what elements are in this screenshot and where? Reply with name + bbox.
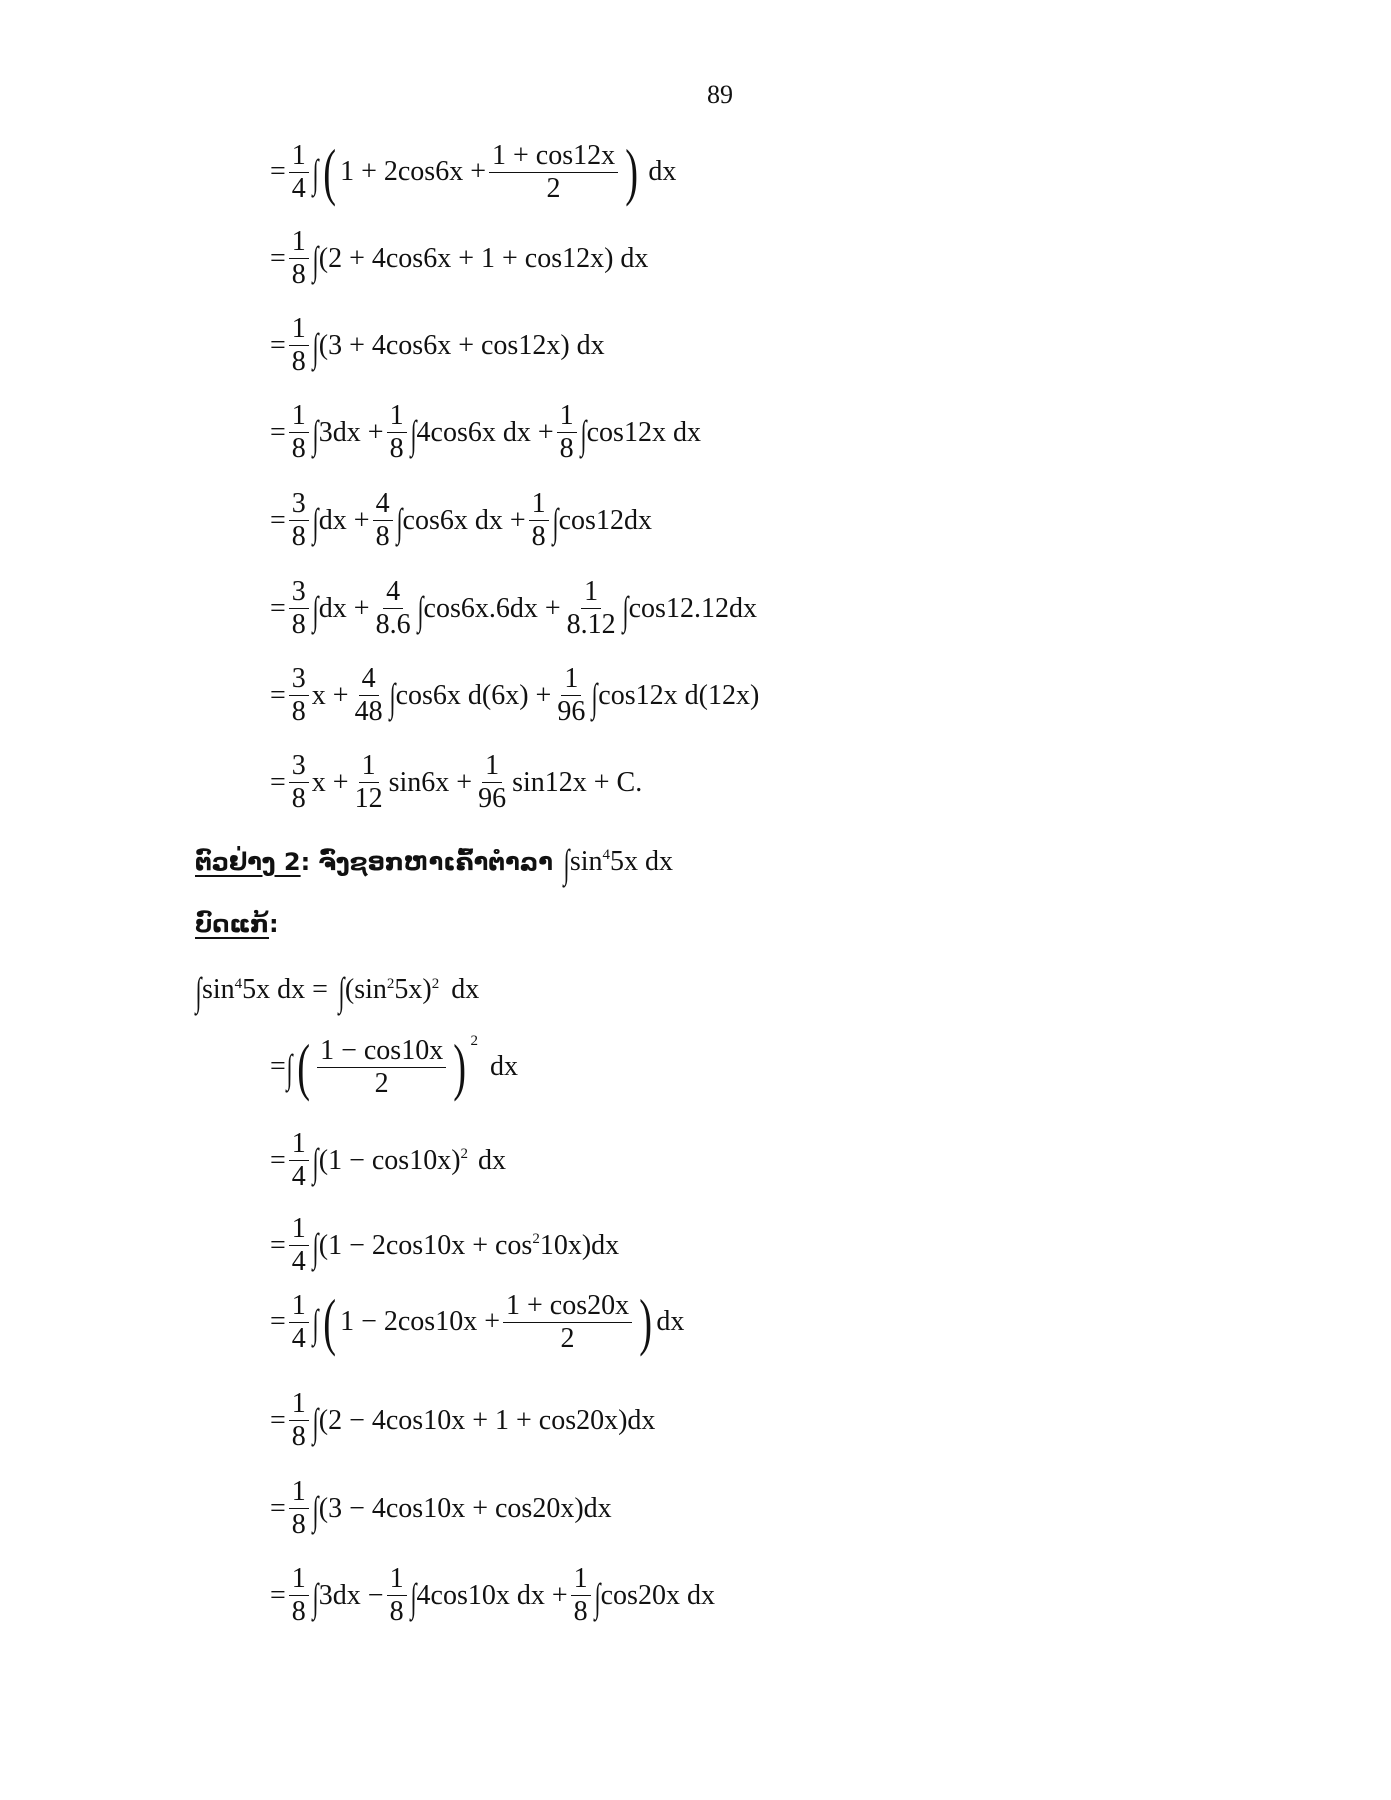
fraction-denominator: 4	[291, 1322, 306, 1354]
math-text: cos12x dx	[586, 416, 701, 448]
math-text: =	[270, 1579, 286, 1611]
fraction-denominator: 4	[291, 1246, 306, 1277]
fraction-denominator: 2	[560, 1322, 575, 1354]
integral-sign: ∫	[312, 1224, 319, 1270]
fraction-numerator: 1	[359, 752, 379, 783]
integral-sign: ∫	[594, 1574, 601, 1620]
equation-part2-line-1	[195, 969, 480, 1014]
math-text: cos12dx	[558, 504, 652, 536]
fraction-numerator: 1 + cos20x	[503, 1292, 632, 1323]
math-text: (1 − cos10x)	[318, 1144, 461, 1176]
math-text: =	[270, 679, 286, 711]
fraction-denominator: 8	[559, 433, 574, 464]
fraction	[352, 665, 386, 726]
fraction-denominator: 8	[291, 1509, 306, 1540]
fraction-numerator: 1	[571, 1565, 591, 1596]
fraction	[557, 402, 577, 463]
fraction-denominator: 4	[291, 172, 306, 204]
fraction-denominator: 8	[389, 1596, 404, 1627]
equation-line-4	[270, 402, 701, 463]
fraction	[289, 1390, 309, 1451]
integral-sign: ∫	[417, 587, 424, 633]
integral-sign: ∫	[580, 411, 587, 457]
fraction	[564, 578, 619, 639]
math-text: 5x)	[394, 974, 432, 1005]
math-text: cos20x dx	[600, 1579, 715, 1611]
math-text: =	[270, 242, 286, 274]
math-text: x +	[311, 766, 349, 798]
fraction-numerator: 1	[289, 1292, 309, 1323]
math-text: 1 − 2cos10x +	[340, 1306, 500, 1337]
math-text: =	[270, 504, 286, 536]
integral-sign: ∫	[312, 1574, 319, 1620]
fraction-denominator: 8	[291, 783, 306, 814]
fraction-numerator: 1	[387, 1565, 407, 1596]
integral-sign: ∫	[552, 499, 559, 545]
integral-sign: ∫	[312, 237, 319, 283]
equation-part2-line-6	[270, 1390, 655, 1451]
math-text: :	[269, 910, 279, 938]
fraction	[289, 1289, 309, 1354]
fraction-denominator: 96	[557, 696, 586, 727]
integral-sign: ∫	[312, 587, 319, 633]
fraction-numerator: 3	[289, 490, 309, 521]
math-text: 1 + 2cos6x +	[340, 156, 486, 187]
math-text: =	[270, 766, 286, 798]
fraction-denominator: 8.6	[375, 609, 411, 640]
equation-line-6	[270, 578, 757, 639]
integral-sign: ∫	[195, 969, 202, 1014]
fraction-denominator: 4	[291, 1161, 306, 1192]
integral-sign: ∫	[338, 969, 345, 1014]
math-text: cos12.12dx	[628, 592, 757, 624]
equation-line-8	[270, 752, 642, 813]
fraction-denominator: 2	[546, 172, 561, 204]
fraction-denominator: 8	[291, 259, 306, 290]
math-text: =	[270, 1492, 286, 1524]
equation-part2-line-5	[270, 1286, 685, 1357]
equation-line-2	[270, 228, 648, 289]
math-text: =	[270, 416, 286, 448]
integral-sign: ∫	[312, 1487, 319, 1533]
math-text: dx	[648, 156, 677, 187]
math-text: cos6x.6dx +	[423, 592, 561, 624]
fraction-denominator: 48	[354, 696, 383, 727]
fraction	[289, 752, 309, 813]
fraction-numerator: 1	[289, 1478, 309, 1509]
math-text: 3dx −	[318, 1579, 384, 1611]
integral-sign: ∫	[312, 1139, 319, 1185]
equation-part2-line-2	[270, 1031, 519, 1102]
math-text: 10x)dx	[539, 1229, 620, 1261]
equation-part2-line-7	[270, 1478, 612, 1539]
parenthesis: )	[639, 1286, 653, 1357]
math-text: cos6x dx +	[402, 504, 526, 536]
fraction-denominator: 8	[375, 521, 390, 552]
fraction-numerator: 3	[289, 752, 309, 783]
exponent: 2	[431, 975, 440, 992]
fraction	[289, 1565, 309, 1626]
parenthesis: (	[297, 1031, 310, 1102]
math-text: (sin	[344, 974, 387, 1005]
integral-sign: ∫	[389, 674, 396, 720]
example-label: ຕົວຢ່າງ 2	[195, 847, 301, 876]
exponent: 2	[532, 1231, 540, 1247]
fraction-numerator: 1	[387, 402, 407, 433]
exponent: 2	[470, 1032, 479, 1049]
math-text: =	[270, 329, 286, 361]
fraction	[387, 402, 407, 463]
fraction-denominator: 8	[389, 433, 404, 464]
example-math	[563, 838, 673, 885]
equation-line-1	[270, 136, 677, 207]
fraction-denominator: 8	[291, 521, 306, 552]
fraction	[317, 1034, 446, 1099]
math-text: 3dx +	[318, 416, 384, 448]
fraction-numerator: 4	[373, 490, 393, 521]
math-text: =	[270, 1404, 286, 1436]
math-text: cos12x d(12x)	[598, 679, 760, 711]
fraction	[289, 402, 309, 463]
fraction	[571, 1565, 591, 1626]
equation-part2-line-3	[270, 1130, 506, 1191]
math-text: (3 + 4cos6x + cos12x) dx	[318, 329, 605, 361]
equation-line-7	[270, 665, 759, 726]
fraction-numerator: 1	[557, 402, 577, 433]
math-text: dx	[490, 1051, 519, 1082]
fraction	[373, 490, 393, 551]
parenthesis: (	[323, 1286, 336, 1357]
integral-sign: ∫	[312, 324, 319, 370]
solution-label: ບົດແກ້	[195, 910, 269, 938]
solution-heading	[195, 910, 279, 938]
integral-sign: ∫	[410, 411, 417, 457]
fraction-numerator: 1	[289, 315, 309, 346]
fraction-denominator: 96	[478, 783, 507, 814]
math-text: 5x dx =	[242, 974, 328, 1005]
fraction	[373, 578, 414, 639]
fraction-numerator: 1	[482, 752, 502, 783]
fraction	[289, 578, 309, 639]
fraction-numerator: 1	[581, 578, 601, 609]
fraction-denominator: 8	[531, 521, 546, 552]
fraction	[289, 1215, 309, 1276]
integral-sign: ∫	[396, 499, 403, 545]
fraction-denominator: 2	[374, 1067, 389, 1099]
fraction-numerator: 1	[289, 1215, 309, 1246]
math-text: sin6x +	[388, 766, 473, 798]
fraction-denominator: 8	[291, 696, 306, 727]
math-text: =	[270, 1229, 286, 1261]
fraction	[475, 752, 509, 813]
math-text: 4cos10x dx +	[416, 1579, 568, 1611]
fraction	[529, 490, 549, 551]
math-text: x +	[311, 679, 349, 711]
math-text: sin12x + C.	[512, 766, 643, 798]
integral-sign: ∫	[312, 151, 319, 196]
math-text: (1 − 2cos10x + cos	[318, 1229, 533, 1261]
parenthesis: (	[323, 136, 336, 207]
integral-sign: ∫	[312, 1301, 319, 1346]
fraction-numerator: 1 + cos12x	[489, 142, 618, 173]
fraction-numerator: 1	[289, 228, 309, 259]
fraction	[289, 490, 309, 551]
equation-line-3	[270, 315, 605, 376]
math-text: =	[270, 1144, 286, 1176]
fraction-denominator: 8	[573, 1596, 588, 1627]
page-number: 89	[707, 80, 733, 109]
fraction-numerator: 4	[359, 665, 379, 696]
fraction	[503, 1289, 632, 1354]
fraction	[289, 665, 309, 726]
example-heading	[195, 838, 673, 885]
math-text: =	[270, 592, 286, 624]
math-text: (2 + 4cos6x + 1 + cos12x) dx	[318, 242, 649, 274]
math-text: (2 − 4cos10x + 1 + cos20x)dx	[318, 1404, 656, 1436]
integral-sign: ∫	[312, 499, 319, 545]
math-text: dx	[478, 1144, 507, 1176]
fraction-numerator: 1	[289, 1130, 309, 1161]
fraction	[554, 665, 588, 726]
fraction-numerator: 1	[289, 142, 309, 173]
integral-sign: ∫	[312, 1399, 319, 1445]
fraction-numerator: 3	[289, 578, 309, 609]
integral-sign: ∫	[312, 411, 319, 457]
fraction-numerator: 1	[289, 402, 309, 433]
fraction	[489, 139, 618, 204]
fraction-numerator: 4	[383, 578, 403, 609]
fraction-denominator: 8	[291, 346, 306, 377]
equation-line-5	[270, 490, 652, 551]
fraction	[289, 139, 309, 204]
math-text: dx +	[318, 504, 370, 536]
integral-sign: ∫	[410, 1574, 417, 1620]
fraction-numerator: 1	[529, 490, 549, 521]
fraction-denominator: 8	[291, 433, 306, 464]
exponent: 2	[386, 975, 395, 992]
math-text: dx	[656, 1306, 685, 1337]
fraction-numerator: 1	[561, 665, 581, 696]
math-text: cos6x d(6x) +	[395, 679, 552, 711]
fraction-denominator: 8	[291, 1596, 306, 1627]
math-text: (3 − 4cos10x + cos20x)dx	[318, 1492, 612, 1524]
fraction-numerator: 1	[289, 1390, 309, 1421]
fraction-denominator: 8	[291, 609, 306, 640]
math-text: =	[270, 156, 286, 187]
fraction-numerator: 1 − cos10x	[317, 1037, 446, 1068]
integral-sign: ∫	[591, 674, 598, 720]
exponent: 4	[602, 847, 611, 863]
exponent: 2	[460, 1146, 469, 1162]
exponent: 4	[234, 975, 243, 992]
math-text: dx +	[318, 592, 370, 624]
parenthesis: )	[453, 1031, 467, 1102]
math-text: sin	[569, 845, 603, 877]
parenthesis: )	[625, 136, 639, 207]
integral-sign: ∫	[622, 587, 629, 633]
fraction	[289, 228, 309, 289]
math-text: dx	[451, 974, 480, 1005]
equation-part2-line-8	[270, 1565, 715, 1626]
math-text: =	[270, 1051, 286, 1082]
math-text: =	[270, 1306, 286, 1337]
integral-sign: ∫	[286, 1046, 293, 1091]
fraction	[352, 752, 386, 813]
math-text: 5x dx	[610, 845, 674, 877]
fraction-numerator: 1	[289, 1565, 309, 1596]
equation-part2-line-4	[270, 1215, 619, 1276]
math-text: 4cos6x dx +	[416, 416, 554, 448]
example-text: ຈົ່ງຊອກຫາເຄົ້າຕຳລາ	[318, 847, 553, 876]
fraction	[289, 1478, 309, 1539]
fraction-denominator: 8	[291, 1421, 306, 1452]
math-text: :	[300, 847, 311, 876]
fraction-denominator: 8.12	[566, 609, 616, 640]
fraction	[387, 1565, 407, 1626]
fraction-numerator: 3	[289, 665, 309, 696]
integral-sign: ∫	[563, 841, 570, 886]
fraction	[289, 1130, 309, 1191]
fraction-denominator: 12	[354, 783, 383, 814]
fraction	[289, 315, 309, 376]
math-text: sin	[201, 974, 235, 1005]
